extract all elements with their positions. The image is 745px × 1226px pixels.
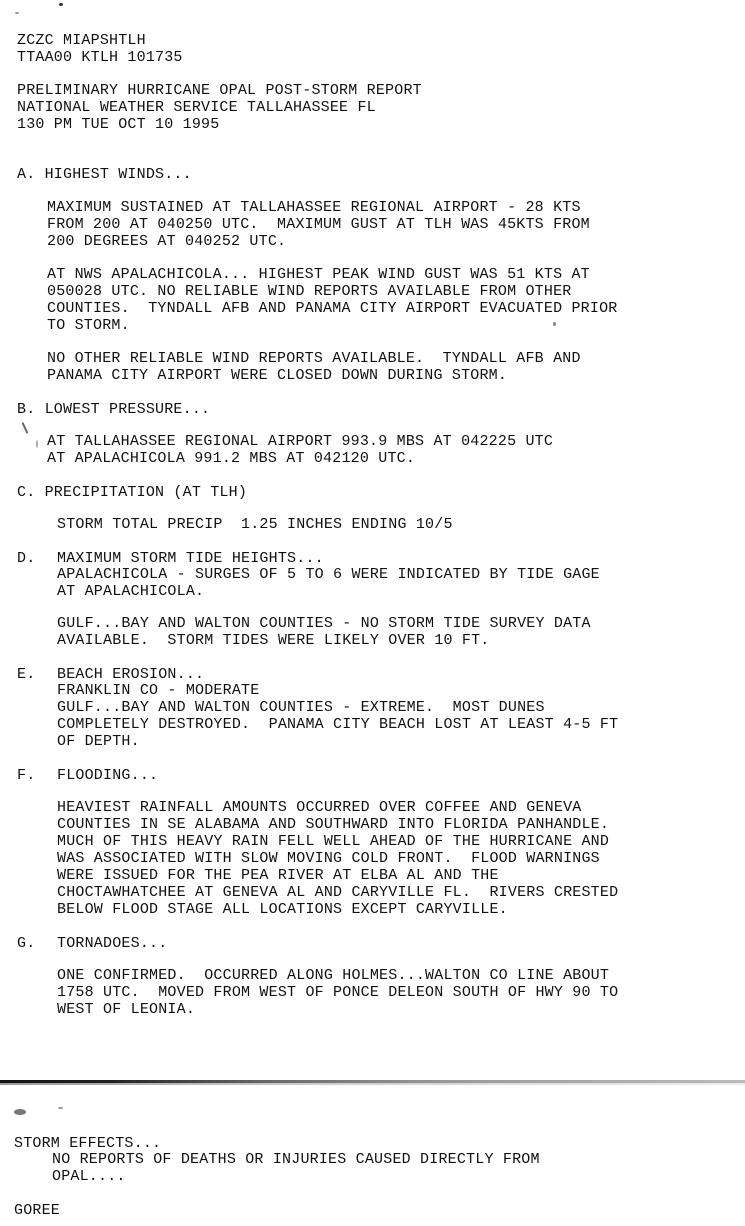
section-e-letter: E.	[17, 666, 36, 683]
storm-effects-line: NO REPORTS OF DEATHS OR INJURIES CAUSED DIRECTLY FROM	[52, 1151, 540, 1168]
page-fold-shadow	[0, 1083, 745, 1085]
section-a-p1-line: FROM 200 AT 040250 UTC. MAXIMUM GUST AT TLH WAS 45KTS FROM	[47, 216, 590, 233]
report-title: PRELIMINARY HURRICANE OPAL POST-STORM REPORT	[17, 82, 422, 99]
section-d-p1-line: APALACHICOLA - SURGES OF 5 TO 6 WERE INDICATED BY TIDE GAGE	[57, 566, 600, 583]
section-d-p2-line: GULF...BAY AND WALTON COUNTIES - NO STORM TIDE SURVEY DATA	[57, 615, 591, 632]
section-a-p3-line: NO OTHER RELIABLE WIND REPORTS AVAILABLE. TYNDALL AFB AND	[47, 350, 581, 367]
storm-effects-line: OPAL....	[52, 1168, 126, 1185]
section-f-line: CHOCTAWHATCHEE AT GENEVA AL AND CARYVILLE FL. RIVERS CRESTED	[57, 884, 619, 901]
section-g-letter: G.	[17, 935, 36, 952]
header-line-2: TTAA00 KTLH 101735	[17, 49, 183, 66]
section-f-heading: FLOODING...	[57, 767, 159, 784]
section-f-line: BELOW FLOOD STAGE ALL LOCATIONS EXCEPT CARYVILLE.	[57, 901, 508, 918]
storm-effects-heading: STORM EFFECTS...	[14, 1135, 162, 1152]
section-b-line: AT APALACHICOLA 991.2 MBS AT 042120 UTC.	[47, 450, 416, 467]
section-d-heading: MAXIMUM STORM TIDE HEIGHTS...	[57, 550, 324, 567]
section-f-line: COUNTIES IN SE ALABAMA AND SOUTHWARD INTO FLORIDA PANHANDLE.	[57, 816, 610, 833]
section-a-p1-line: MAXIMUM SUSTAINED AT TALLAHASSEE REGIONAL AIRPORT - 28 KTS	[47, 199, 581, 216]
scan-speck	[36, 440, 38, 448]
section-e-heading: BEACH EROSION...	[57, 666, 205, 683]
section-e-line: GULF...BAY AND WALTON COUNTIES - EXTREME. MOST DUNES	[57, 699, 545, 716]
section-b-heading: B. LOWEST PRESSURE...	[17, 401, 211, 418]
section-g-line: 1758 UTC. MOVED FROM WEST OF PONCE DELEON SOUTH OF HWY 90 TO	[57, 984, 619, 1001]
section-f-line: WERE ISSUED FOR THE PEA RIVER AT ELBA AL AND THE	[57, 867, 499, 884]
section-d-p1-line: AT APALACHICOLA.	[57, 583, 205, 600]
scan-speck	[59, 3, 63, 6]
section-e-line: FRANKLIN CO - MODERATE	[57, 682, 260, 699]
section-d-p2-line: AVAILABLE. STORM TIDES WERE LIKELY OVER 10 FT.	[57, 632, 490, 649]
section-a-p2-line: TO STORM.	[47, 317, 130, 334]
signature: GOREE	[14, 1202, 61, 1219]
section-f-line: WAS ASSOCIATED WITH SLOW MOVING COLD FRONT. FLOOD WARNINGS	[57, 850, 600, 867]
scan-speck	[14, 1109, 26, 1115]
scan-speck	[15, 12, 19, 14]
scan-speck	[553, 322, 556, 326]
section-a-p1-line: 200 DEGREES AT 040252 UTC.	[47, 233, 287, 250]
section-a-heading: A. HIGHEST WINDS...	[17, 166, 192, 183]
section-e-line: COMPLETELY DESTROYED. PANAMA CITY BEACH LOST AT LEAST 4-5 FT	[57, 716, 619, 733]
section-e-line: OF DEPTH.	[57, 733, 140, 750]
section-c-heading: C. PRECIPITATION (AT TLH)	[17, 484, 248, 501]
section-a-p2-line: COUNTIES. TYNDALL AFB AND PANAMA CITY AIRPORT EVACUATED PRIOR	[47, 300, 618, 317]
section-b-line: AT TALLAHASSEE REGIONAL AIRPORT 993.9 MBS AT 042225 UTC	[47, 433, 554, 450]
scan-speck	[58, 1107, 63, 1109]
section-d-letter: D.	[17, 550, 36, 567]
section-f-letter: F.	[17, 767, 36, 784]
section-a-p3-line: PANAMA CITY AIRPORT WERE CLOSED DOWN DURING STORM.	[47, 367, 508, 384]
issuing-office: NATIONAL WEATHER SERVICE TALLAHASSEE FL	[17, 99, 376, 116]
issue-time: 130 PM TUE OCT 10 1995	[17, 116, 220, 133]
section-f-line: HEAVIEST RAINFALL AMOUNTS OCCURRED OVER COFFEE AND GENEVA	[57, 799, 582, 816]
section-f-line: MUCH OF THIS HEAVY RAIN FELL WELL AHEAD OF THE HURRICANE AND	[57, 833, 610, 850]
section-g-line: ONE CONFIRMED. OCCURRED ALONG HOLMES...WALTON CO LINE ABOUT	[57, 967, 610, 984]
scan-speck	[22, 422, 29, 434]
section-g-line: WEST OF LEONIA.	[57, 1001, 196, 1018]
section-a-p2-line: 050028 UTC. NO RELIABLE WIND REPORTS AVAILABLE FROM OTHER	[47, 283, 572, 300]
section-c-line: STORM TOTAL PRECIP 1.25 INCHES ENDING 10/5	[57, 516, 453, 533]
header-line-1: ZCZC MIAPSHTLH	[17, 32, 146, 49]
section-g-heading: TORNADOES...	[57, 935, 168, 952]
section-a-p2-line: AT NWS APALACHICOLA... HIGHEST PEAK WIND GUST WAS 51 KTS AT	[47, 266, 590, 283]
